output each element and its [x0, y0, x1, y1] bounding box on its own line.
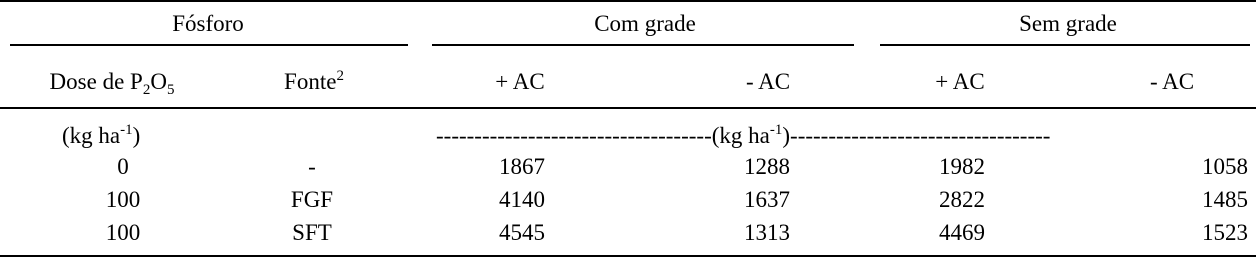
- top-rule: [0, 0, 1256, 2]
- cell-com-minus-ac: 1288: [744, 154, 790, 179]
- bottom-rule: [0, 255, 1256, 257]
- group-header-sem-grade: Sem grade: [1019, 11, 1117, 36]
- col-header-sem-plus-ac: + AC: [935, 69, 985, 94]
- col-header-com-plus-ac: + AC: [495, 69, 545, 94]
- unit-center-text: (kg ha: [711, 123, 770, 148]
- cell-fonte: FGF: [290, 187, 334, 212]
- col-header-sem-minus-ac: - AC: [1149, 69, 1195, 94]
- cell-com-plus-ac: 4140: [499, 187, 545, 212]
- cell-com-plus-ac: 1867: [499, 154, 545, 179]
- cell-sem-minus-ac: 1523: [1202, 220, 1248, 245]
- unit-left: [62, 124, 140, 147]
- cell-com-minus-ac: 1637: [744, 187, 790, 212]
- cell-sem-plus-ac: 4469: [939, 220, 985, 245]
- rule-fosforo-group: [10, 44, 408, 46]
- col-header-com-minus-ac: - AC: [745, 69, 791, 94]
- col-header-dose: [49, 69, 175, 98]
- rule-sem-grade-group: [880, 44, 1250, 46]
- cell-sem-minus-ac: 1058: [1202, 154, 1248, 179]
- unit-center-exponent: -1: [769, 122, 783, 138]
- cell-dose: 0: [117, 154, 129, 179]
- unit-left-exponent: -1: [120, 122, 133, 138]
- cell-com-plus-ac: 4545: [499, 220, 545, 245]
- cell-sem-plus-ac: 1982: [939, 154, 985, 179]
- rule-com-grade-group: [432, 44, 854, 46]
- col-header-fonte: [284, 70, 344, 93]
- cell-sem-plus-ac: 2822: [939, 187, 985, 212]
- cell-dose: 100: [105, 187, 141, 212]
- header-bottom-rule: [0, 107, 1256, 109]
- cell-com-minus-ac: 1313: [744, 220, 790, 245]
- dose-sub-5: 5: [166, 82, 175, 98]
- group-header-com-grade: Com grade: [594, 11, 696, 36]
- fonte-label: Fonte: [284, 69, 337, 94]
- fonte-footnote: 2: [336, 68, 344, 84]
- cell-dose: 100: [105, 220, 141, 245]
- dose-sub-2: 2: [142, 82, 151, 98]
- unit-center-close: ): [782, 123, 791, 148]
- unit-left-close: ): [132, 123, 141, 148]
- cell-fonte: -: [308, 154, 316, 179]
- cell-fonte: SFT: [292, 220, 332, 245]
- unit-dash-left: ------------------------------------: [436, 123, 712, 148]
- dose-label: Dose de P: [49, 69, 143, 94]
- unit-left-text: (kg ha: [62, 123, 121, 148]
- dose-o: O: [150, 69, 167, 94]
- unit-center: [436, 124, 1050, 147]
- group-header-fosforo: Fósforo: [172, 11, 244, 36]
- cell-sem-minus-ac: 1485: [1202, 187, 1248, 212]
- unit-dash-right: ----------------------------------: [790, 123, 1051, 148]
